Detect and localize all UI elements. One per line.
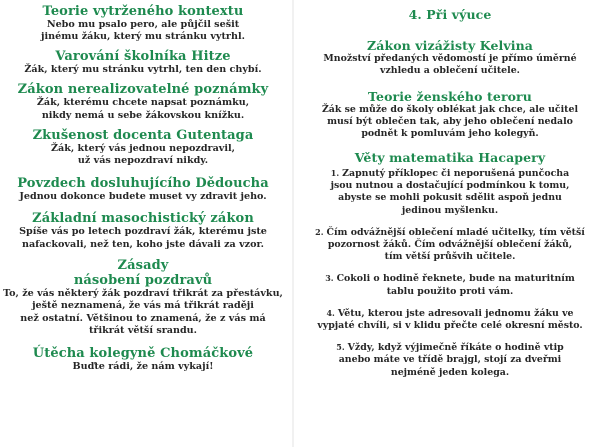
list-line: vypjaté chvíli, si v klidu přečte celé okresní město.	[317, 320, 583, 332]
item-number: 1.	[330, 168, 340, 178]
list-line: pozornost žáků. Čím odvážnější oblečení žáků,	[327, 239, 573, 251]
right-column	[300, 0, 600, 388]
item-text: Čím odvážnější oblečení mladé učitelky, tím větší	[326, 226, 585, 238]
left-column	[0, 0, 286, 378]
law-line: nikdy nemá u sebe žákovskou knížku.	[41, 109, 245, 121]
law-line: Žák, který vás jednou nepozdravil,	[50, 143, 236, 155]
law-entry	[0, 82, 286, 122]
list-line: tím větší průšvih učitele.	[384, 251, 516, 263]
list-item	[300, 307, 600, 332]
law-line: podnět k pomluvám jeho kolegyň.	[361, 128, 539, 139]
list-line: jsou nutnou a dostačující podmínkou k tomu,	[330, 180, 570, 192]
law-line: Nebo mu psalo pero, ale půjčil sešit	[46, 19, 240, 30]
numbered-list	[300, 167, 600, 379]
list-line	[308, 272, 592, 285]
list-line	[308, 167, 592, 180]
item-number: 2.	[315, 226, 324, 237]
law-entry	[0, 49, 286, 76]
law-title: Varování školníka Hitze	[55, 48, 231, 64]
law-line: třikrát větší srandu.	[89, 325, 197, 337]
law-title: Povzdech dosluhujícího Dědoucha	[17, 175, 269, 191]
item-text: Větu, kterou jste adresovali jednomu žáku ve	[337, 307, 574, 319]
list-line: abyste se mohli pokusit sdělit aspoň jednu	[338, 192, 562, 204]
list-line: nejméně jeden kolega.	[390, 366, 510, 378]
law-line: než ostatní. Většinou to znamená, že z vás má	[20, 312, 266, 324]
law-line: Buďte rádi, že nám vykají!	[72, 360, 214, 372]
law-entry	[300, 38, 600, 77]
section-title: 4. Při výuce	[408, 7, 492, 22]
law-title: Útěcha kolegyně Chomáčkové	[32, 345, 254, 361]
law-entry	[0, 176, 286, 203]
law-title: Teorie ženského teroru	[368, 89, 532, 104]
item-text: Zapnutý příklopec či neporušená punčocha	[342, 168, 570, 179]
list-item	[300, 226, 600, 264]
law-entry	[0, 211, 286, 251]
law-line: jinému žáku, který mu stránku vytrhl.	[41, 31, 245, 43]
list-item	[300, 341, 600, 379]
list-line	[308, 226, 592, 239]
law-entry	[0, 258, 286, 338]
item-text: Cokoli o hodině řeknete, bude na maturitním	[336, 273, 575, 285]
law-line: vzhledu a oblečení učitele.	[380, 65, 520, 76]
list-item	[300, 167, 600, 217]
law-title: Teorie vytrženého kontextu	[42, 4, 244, 19]
law-line: Množství předaných vědomostí je přímo úměrné	[323, 53, 577, 64]
law-line: Spíše vás po letech pozdraví žák, kterému jste	[19, 226, 267, 238]
law-title: Zásady	[117, 258, 169, 274]
law-entry	[0, 346, 286, 373]
law-entry	[300, 150, 600, 379]
law-entry	[0, 4, 286, 44]
law-line: už vás nepozdraví nikdy.	[77, 155, 209, 167]
law-line: Žák, kterému chcete napsat poznámku,	[36, 97, 250, 109]
law-entry	[0, 128, 286, 168]
law-entry	[300, 89, 600, 140]
list-line	[308, 341, 592, 354]
law-line: ještě neznamená, že vás má třikrát raději	[32, 300, 254, 312]
list-line: jedinou myšlenku.	[401, 204, 499, 216]
item-text: Vždy, když výjimečně říkáte o hodině vtip	[347, 342, 564, 354]
law-line: Jednou dokonce budete muset vy zdravit jeho.	[19, 190, 267, 202]
law-line: To, že vás některý žák pozdraví třikrát za přestávku,	[3, 288, 283, 300]
law-title: Zákon nerealizovatelné poznámky	[17, 82, 269, 98]
list-line	[308, 307, 592, 320]
law-line: Žák se může do školy oblékat jak chce, ale učitel	[321, 104, 579, 115]
law-line: musí být oblečen tak, aby jeho oblečení nedalo	[327, 116, 573, 127]
list-item	[300, 272, 600, 297]
list-line: tablu použito proti vám.	[386, 285, 514, 297]
item-number: 3.	[325, 273, 334, 284]
law-line: nafackovali, než ten, koho jste dávali za vzor.	[21, 238, 265, 250]
law-title: Základní masochistický zákon	[32, 211, 254, 227]
item-number: 4.	[326, 307, 335, 318]
law-title: Věty matematika Hacapery	[354, 150, 546, 165]
list-line: anebo máte ve třídě brajgl, stojí za dveřmi	[338, 354, 562, 366]
law-title: Zkušenost docenta Gutentaga	[32, 128, 254, 144]
column-divider	[292, 0, 294, 447]
law-title: Zákon vizážisty Kelvina	[367, 38, 533, 53]
item-number: 5.	[336, 342, 345, 353]
law-title: násobení pozdravů	[73, 273, 213, 289]
law-line: Žák, který mu stránku vytrhl, ten den chybí.	[24, 63, 262, 75]
